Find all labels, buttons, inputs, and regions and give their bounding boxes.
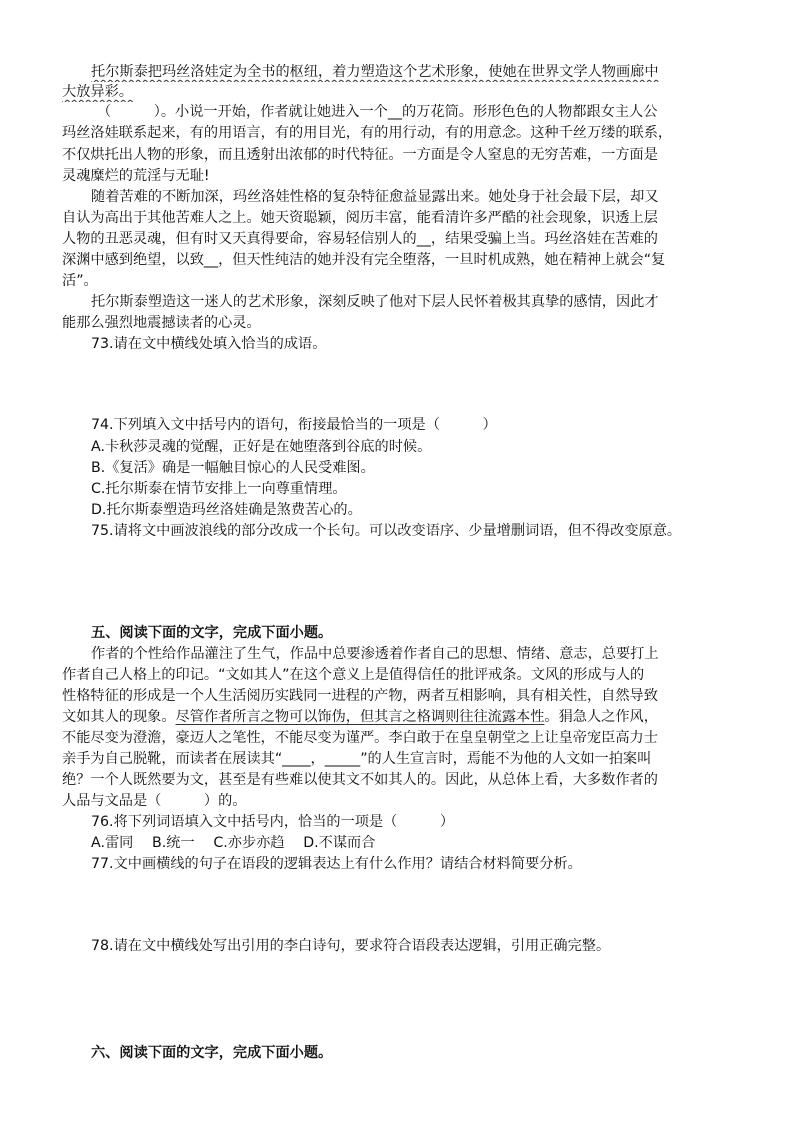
- passage5-line-1: 作者的个性给作品灌注了生气，作品中总要渗透着作者自己的思想、情绪、意志，总要打上: [91, 646, 659, 662]
- passage4-line-10: 深渊中感到绝望，以致__，但天性纯洁的她并没有完全堕落，一旦时机成熟，她在精神上就会“复: [62, 252, 666, 268]
- passage5-line-6: 亲手为自己脱靴，而读者在展读其“____，_____”的人生宣言时，焉能不为他的人文如一拍案叫: [62, 751, 652, 767]
- question-76: 76.将下列词语填入文中括号内，恰当的一项是（ ）: [91, 814, 455, 830]
- passage5-line-7: 绝？一个人既然要为文，甚至是有些难以使其文不如其人的。因此，从总体上看，大多数作者的: [62, 772, 658, 788]
- question-74-option-c: C.托尔斯泰在情节安排上一向尊重情理。: [91, 481, 347, 497]
- question-75: 75.请将文中画波浪线的部分改成一个长句。可以改变语序、少量增删词语，但不得改变原意。: [91, 523, 682, 539]
- passage4-line-5: 不仅烘托出人物的形象，而且透射出浓郁的时代特征。一方面是令人窒息的无穷苦难，一方面是: [62, 147, 658, 163]
- passage4-line-9: 人物的丑恶灵魂，但有时又天真得要命，容易轻信别人的__，结果受骗上当。玛丝洛娃在苦难的: [62, 231, 658, 247]
- question-73: 73.请在文中横线处填入恰当的成语。: [91, 336, 327, 352]
- question-74-option-a: A.卡秋莎灵魂的觉醒，正好是在她堕落到谷底的时候。: [91, 439, 432, 455]
- passage5-line-3: 性格特征的形成是一个人生活阅历实践同一进程的产物，两者互相影响，具有相关性，自然导致: [62, 688, 658, 704]
- question-74-option-d: D.托尔斯泰塑造玛丝洛娃确是煞费苦心的。: [91, 502, 362, 518]
- underlined-sentence: 尽管作者所言之物可以饰伪，但其言之格调则往往流露本性: [175, 709, 545, 725]
- question-74: 74.下列填入文中括号内的语句，衔接最恰当的一项是（ ）: [91, 417, 497, 433]
- section-5-heading: 五、阅读下面的文字，完成下面小题。: [91, 625, 333, 641]
- passage4-line-4: 玛丝洛娃联系起来，有的用语言，有的用目光，有的用行动，有的用意念。这种千丝万缕的联系，: [62, 125, 673, 141]
- passage4-line-11: 活”。: [62, 273, 98, 289]
- passage5-line-4: 文如其人的现象。尽管作者所言之物可以饰伪，但其言之格调则往往流露本性。狷急人之作风，: [62, 709, 658, 725]
- passage4-line-1: 托尔斯泰把玛丝洛娃定为全书的枢纽，着力塑造这个艺术形象，使她在世界文学人物画廊中: [91, 64, 659, 80]
- passage4-line-7: 随着苦难的不断加深，玛丝洛娃性格的复杂特征愈益显露出来。她处身于社会最下层，却又: [91, 189, 659, 205]
- question-77: 77.文中画横线的句子在语段的逻辑表达上有什么作用？请结合材料简要分析。: [91, 856, 582, 872]
- passage4-line-12: 托尔斯泰塑造这一迷人的艺术形象，深刻反映了他对下层人民怀着极其真挚的感情，因此才: [91, 294, 659, 310]
- passage4-line-8: 自认为高出于其他苦难人之上。她天资聪颖，阅历丰富，能看清许多严酷的社会现象，识透上层: [62, 210, 658, 226]
- question-76-options: A.雷同 B.统一 C.亦步亦趋 D.不谋而合: [91, 835, 376, 851]
- question-78: 78.请在文中横线处写出引用的李白诗句，要求符合语段表达逻辑，引用正确完整。: [91, 938, 611, 954]
- passage4-line-2: 大放异彩。: [62, 84, 133, 100]
- passage5-line-5: 不能尽变为澄澹，豪迈人之笔性，不能尽变为谨严。李白敢于在皇皇朝堂之上让皇帝宠臣高力士: [62, 730, 658, 746]
- passage4-line-13: 能那么强烈地震撼读者的心灵。: [62, 315, 261, 331]
- passage5-line-8: 人品与文品是（ ）的。: [62, 793, 247, 809]
- section-6-heading: 六、阅读下面的文字，完成下面小题。: [91, 1045, 333, 1061]
- passage5-line-2: 作者自己人格上的印记。“文如其人”在这个意义上是值得信任的批评戒条。文风的形成与人的: [62, 667, 645, 683]
- passage4-line-3: （ ）。小说一开始，作者就让她进入一个__的万花筒。形形色色的人物都跟女主人公: [97, 104, 658, 120]
- passage4-line-6: 灵魂糜烂的荒淫与无耻!: [62, 168, 210, 184]
- question-74-option-b: B.《复活》确是一幅触目惊心的人民受难图。: [91, 460, 375, 476]
